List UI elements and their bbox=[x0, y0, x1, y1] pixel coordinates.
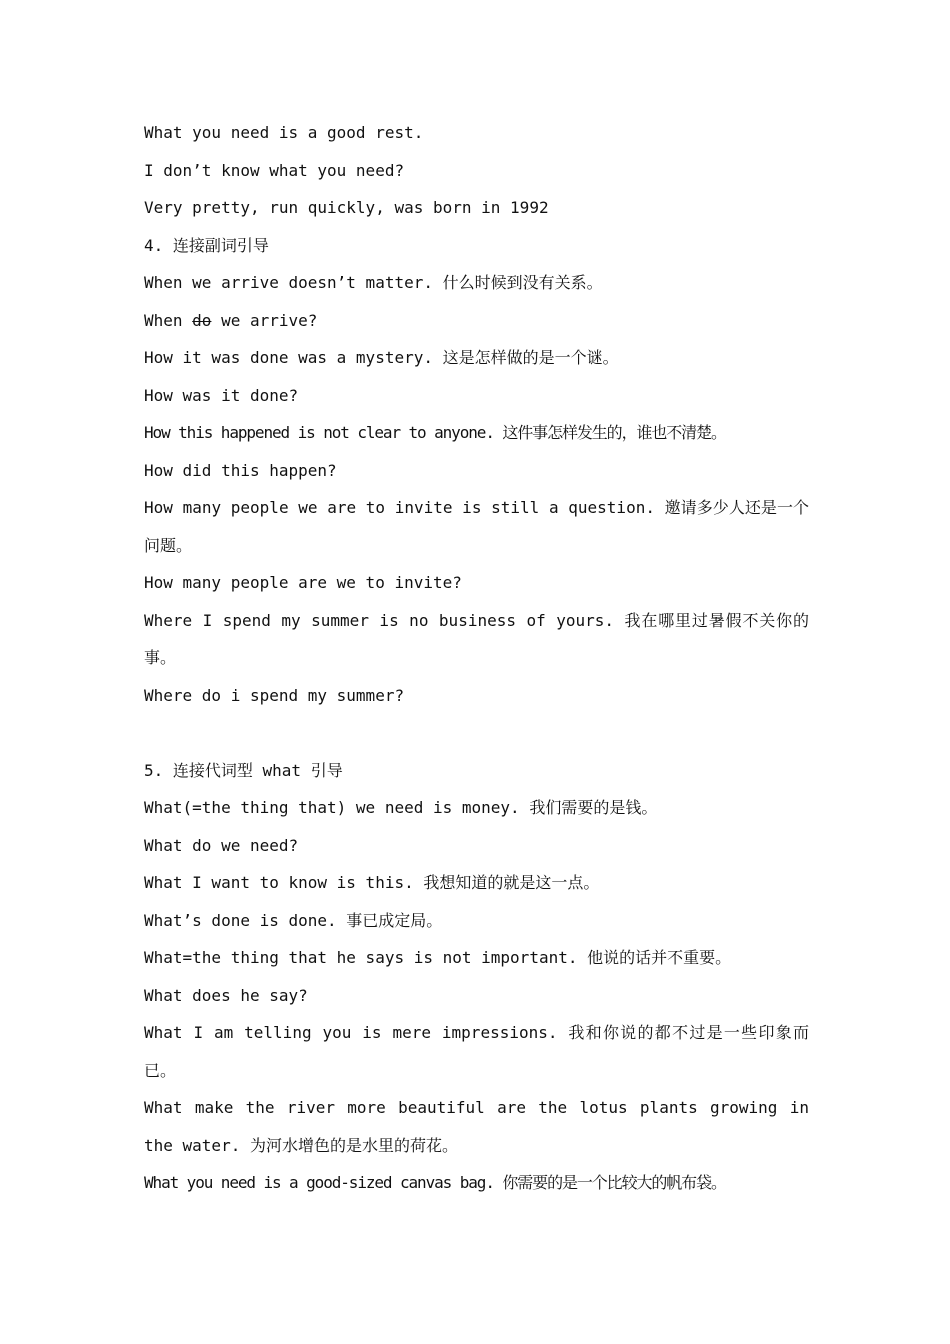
question-text: we arrive? bbox=[211, 310, 318, 330]
section-heading-5: 5. 连接代词型 what 引导 bbox=[144, 760, 343, 780]
example-sentence: What’s done is done. 事已成定局。 bbox=[144, 910, 443, 930]
example-sentence: What you need is a good-sized canvas bag. 你需要的是一个比较大的帆布袋。 bbox=[144, 1173, 726, 1192]
example-sentence: What(=the thing that) we need is money. 我们需要的是钱。 bbox=[144, 798, 658, 817]
example-sentence: How this happened is not clear to anyone. 这件事怎样发生的，谁也不清楚。 bbox=[144, 423, 726, 442]
example-question: How many people are we to invite? bbox=[144, 573, 462, 592]
example-sentence: What I want to know is this. 我想知道的就是这一点。 bbox=[144, 873, 600, 892]
example-sentence: Where I spend my summer is no business of yours. 我在哪里过暑假不关你的事。 bbox=[144, 610, 809, 667]
document-page bbox=[144, 114, 809, 1202]
example-question: I don’t know what you need? bbox=[144, 160, 405, 180]
example-sentence: How it was done was a mystery. 这是怎样做的是一个谜。 bbox=[144, 348, 619, 367]
example-question: How was it done? bbox=[144, 385, 299, 405]
example-question: What does he say? bbox=[144, 985, 308, 1005]
example-sentence: What=the thing that he says is not important. 他说的话并不重要。 bbox=[144, 948, 732, 967]
question-text: When bbox=[144, 310, 193, 330]
example-sentence: When we arrive doesn’t matter. 什么时候到没有关系。 bbox=[144, 273, 603, 292]
example-question: Where do i spend my summer? bbox=[144, 685, 405, 705]
blank-line bbox=[144, 714, 809, 752]
example-question-with-correction bbox=[144, 302, 809, 340]
example-sentence: What I am telling you is mere impressions. 我和你说的都不过是一些印象而已。 bbox=[144, 1023, 809, 1080]
example-sentence: What you need is a good rest. bbox=[144, 123, 424, 142]
example-question: What do we need? bbox=[144, 835, 299, 855]
example-phrases: Very pretty, run quickly, was born in 1992 bbox=[144, 198, 549, 217]
example-question: How did this happen? bbox=[144, 460, 337, 480]
example-sentence: How many people we are to invite is still a question. 邀请多少人还是一个问题。 bbox=[144, 498, 809, 555]
struck-word: do bbox=[192, 310, 212, 330]
example-sentence: What make the river more beautiful are the lotus plants growing in the water. 为河水增色的是水里的荷花。 bbox=[144, 1098, 809, 1155]
section-heading-4: 4. 连接副词引导 bbox=[144, 235, 269, 255]
